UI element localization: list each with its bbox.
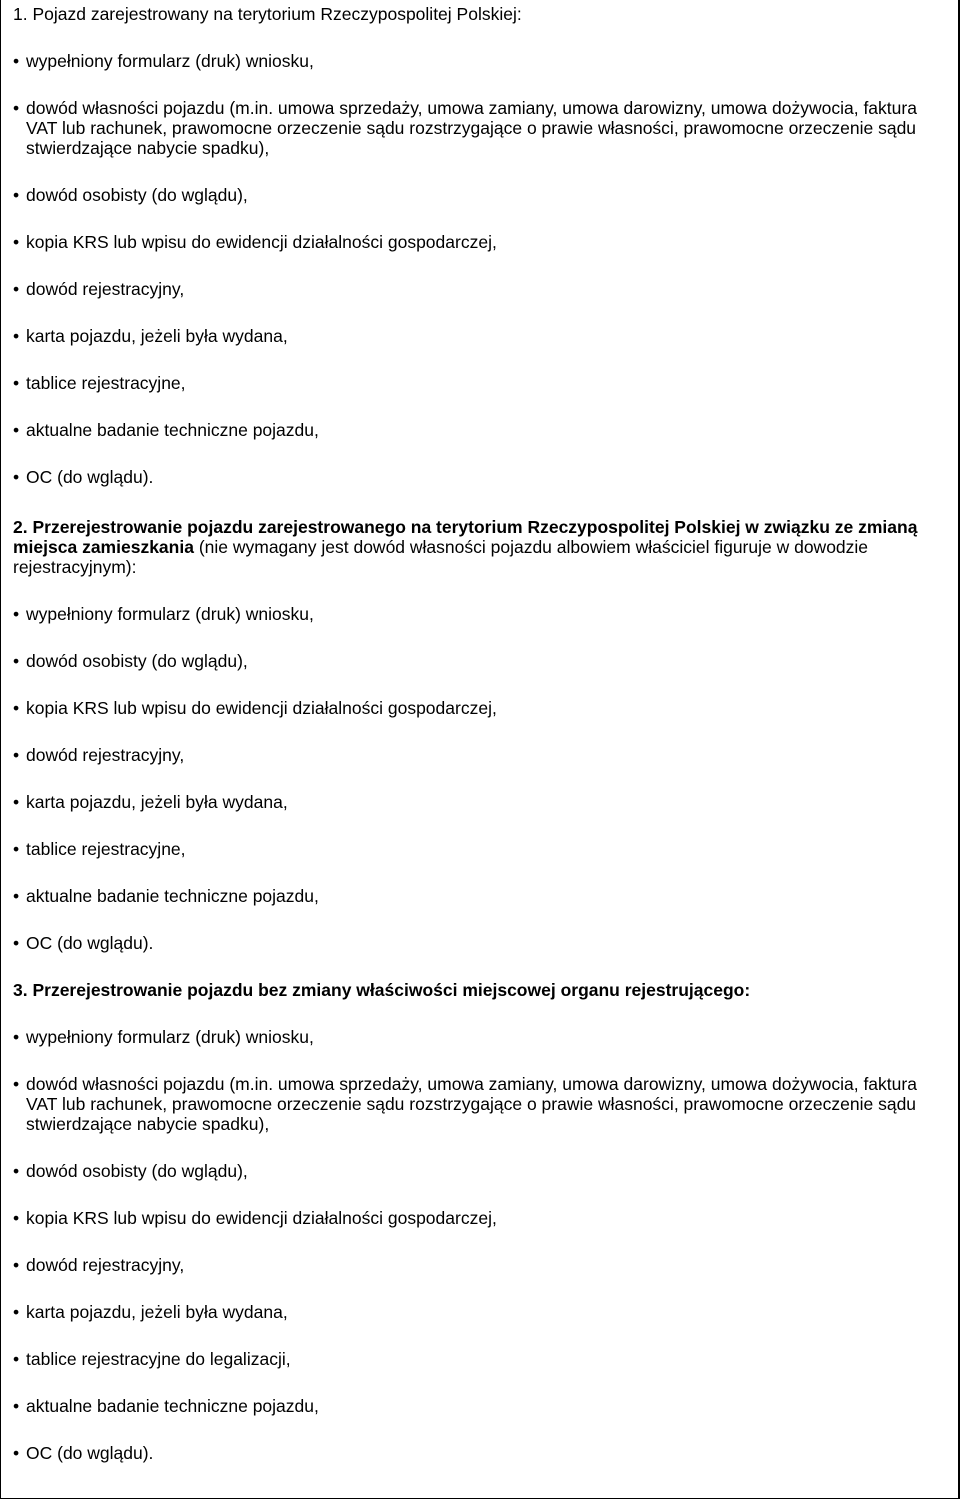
list-item xyxy=(13,698,950,718)
list-item-text: dowód osobisty (do wglądu), xyxy=(26,1161,248,1181)
list-item-text: karta pojazdu, jeżeli była wydana, xyxy=(26,1302,288,1322)
section-1-list xyxy=(13,51,950,487)
bullet-icon: • xyxy=(13,839,20,859)
list-item-text: aktualne badanie techniczne pojazdu, xyxy=(26,1396,319,1416)
bullet-icon: • xyxy=(13,1208,20,1228)
list-item-text: dowód osobisty (do wglądu), xyxy=(26,185,248,205)
bullet-icon: • xyxy=(13,467,20,487)
section-2-title-bold: 2. Przerejestrowanie pojazdu zarejestrowanego na terytorium Rzeczypospolitej Polskiej w związku ze zmianą miejsca zamieszkania xyxy=(13,517,918,557)
list-item xyxy=(13,1396,950,1416)
list-item xyxy=(13,1255,950,1275)
list-item-text: dowód własności pojazdu (m.in. umowa sprzedaży, umowa zamiany, umowa darowizny, umowa dożywocia, faktura VAT lub rachunek, prawomocne orzeczenie sądu rozstrzygające o prawie własności, prawomocne orzeczenie sądu stwierdzające nabycie spadku), xyxy=(26,1074,917,1134)
bullet-icon: • xyxy=(13,651,20,671)
bullet-icon: • xyxy=(13,420,20,440)
list-item-text: aktualne badanie techniczne pojazdu, xyxy=(26,420,319,440)
section-3-title: 3. Przerejestrowanie pojazdu bez zmiany właściwości miejscowej organu rejestrującego: xyxy=(13,980,751,1000)
list-item xyxy=(13,98,950,158)
list-item xyxy=(13,745,950,765)
bullet-icon: • xyxy=(13,745,20,765)
list-item xyxy=(13,604,950,624)
list-item xyxy=(13,1161,950,1181)
bullet-icon: • xyxy=(13,1027,20,1047)
bullet-icon: • xyxy=(13,1161,20,1181)
bullet-icon: • xyxy=(13,1349,20,1369)
list-item xyxy=(13,420,950,440)
list-item-text: dowód rejestracyjny, xyxy=(26,1255,185,1275)
section-2 xyxy=(13,517,950,953)
list-item xyxy=(13,651,950,671)
bullet-icon: • xyxy=(13,232,20,252)
list-item xyxy=(13,792,950,812)
list-item xyxy=(13,51,950,71)
list-item xyxy=(13,185,950,205)
list-item-text: dowód rejestracyjny, xyxy=(26,279,185,299)
list-item xyxy=(13,467,950,487)
bullet-icon: • xyxy=(13,185,20,205)
bullet-icon: • xyxy=(13,1074,20,1094)
section-1 xyxy=(13,4,950,487)
list-item-text: OC (do wglądu). xyxy=(26,1443,154,1463)
list-item xyxy=(13,1302,950,1322)
list-item-text: OC (do wglądu). xyxy=(26,933,154,953)
list-item-text: aktualne badanie techniczne pojazdu, xyxy=(26,886,319,906)
list-item xyxy=(13,232,950,252)
list-item-text: tablice rejestracyjne do legalizacji, xyxy=(26,1349,291,1369)
list-item-text: kopia KRS lub wpisu do ewidencji działalności gospodarczej, xyxy=(26,1208,497,1228)
section-1-title: 1. Pojazd zarejestrowany na terytorium Rzeczypospolitej Polskiej: xyxy=(13,4,522,24)
list-item-text: dowód rejestracyjny, xyxy=(26,745,185,765)
section-2-title xyxy=(13,517,950,577)
bullet-icon: • xyxy=(13,373,20,393)
list-item xyxy=(13,1349,950,1369)
list-item xyxy=(13,1074,950,1134)
list-item-text: wypełniony formularz (druk) wniosku, xyxy=(26,1027,314,1047)
list-item xyxy=(13,839,950,859)
bullet-icon: • xyxy=(13,1302,20,1322)
section-3-list xyxy=(13,1027,950,1463)
bullet-icon: • xyxy=(13,792,20,812)
bullet-icon: • xyxy=(13,1396,20,1416)
section-3 xyxy=(13,980,950,1463)
bullet-icon: • xyxy=(13,51,20,71)
list-item-text: dowód osobisty (do wglądu), xyxy=(26,651,248,671)
section-2-title-note: (nie wymagany jest dowód własności pojazdu albowiem właściciel figuruje w dowodzie rejestracyjnym): xyxy=(13,537,869,577)
list-item-text: karta pojazdu, jeżeli była wydana, xyxy=(26,792,288,812)
bullet-icon: • xyxy=(13,698,20,718)
list-item xyxy=(13,373,950,393)
list-item xyxy=(13,1027,950,1047)
list-item xyxy=(13,933,950,953)
list-item xyxy=(13,1208,950,1228)
bullet-icon: • xyxy=(13,604,20,624)
list-item xyxy=(13,279,950,299)
bullet-icon: • xyxy=(13,326,20,346)
section-2-list xyxy=(13,604,950,953)
bullet-icon: • xyxy=(13,1443,20,1463)
list-item xyxy=(13,886,950,906)
bullet-icon: • xyxy=(13,886,20,906)
list-item-text: karta pojazdu, jeżeli była wydana, xyxy=(26,326,288,346)
bullet-icon: • xyxy=(13,1255,20,1275)
list-item-text: wypełniony formularz (druk) wniosku, xyxy=(26,604,314,624)
list-item-text: kopia KRS lub wpisu do ewidencji działalności gospodarczej, xyxy=(26,698,497,718)
list-item-text: tablice rejestracyjne, xyxy=(26,373,186,393)
list-item xyxy=(13,1443,950,1463)
list-item-text: tablice rejestracyjne, xyxy=(26,839,186,859)
list-item-text: OC (do wglądu). xyxy=(26,467,154,487)
list-item xyxy=(13,326,950,346)
bullet-icon: • xyxy=(13,279,20,299)
list-item-text: kopia KRS lub wpisu do ewidencji działalności gospodarczej, xyxy=(26,232,497,252)
bullet-icon: • xyxy=(13,98,20,118)
list-item-text: wypełniony formularz (druk) wniosku, xyxy=(26,51,314,71)
list-item-text: dowód własności pojazdu (m.in. umowa sprzedaży, umowa zamiany, umowa darowizny, umowa dożywocia, faktura VAT lub rachunek, prawomocne orzeczenie sądu rozstrzygające o prawie własności, prawomocne orzeczenie sądu stwierdzające nabycie spadku), xyxy=(26,98,917,158)
bullet-icon: • xyxy=(13,933,20,953)
